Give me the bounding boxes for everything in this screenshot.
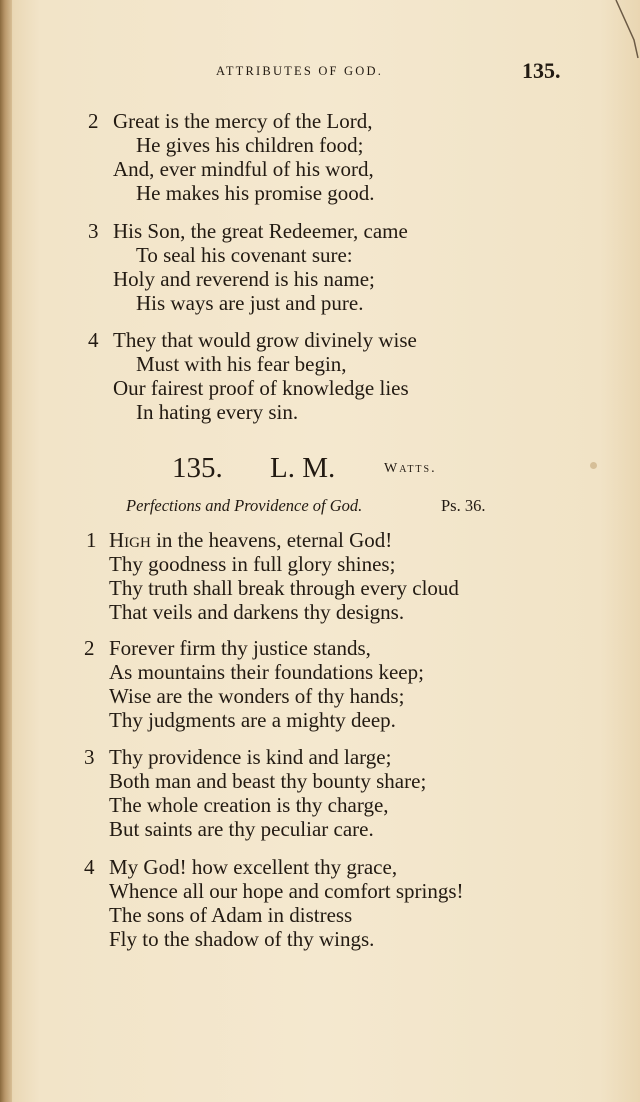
verse-line: As mountains their foundations keep; <box>109 660 424 684</box>
verse-line: Thy judgments are a mighty deep. <box>109 708 396 732</box>
stanza-number: 2 <box>84 636 95 660</box>
hymn-author: Watts. <box>384 461 437 476</box>
stanza-number: 2 <box>88 109 99 133</box>
verse-line <box>109 528 392 552</box>
book-spine-edge <box>0 0 12 1102</box>
verse-line: Both man and beast thy bounty share; <box>109 769 427 793</box>
scripture-reference: Ps. 36. <box>441 496 486 515</box>
paper-speck <box>590 462 597 469</box>
verse-line: Fly to the shadow of thy wings. <box>109 927 375 951</box>
running-title: ATTRIBUTES OF GOD. <box>216 64 384 78</box>
verse-line: Our fairest proof of knowledge lies <box>113 376 409 400</box>
stanza-number: 3 <box>88 219 99 243</box>
stanza-number: 3 <box>84 745 95 769</box>
hymn-number: 135. <box>172 452 223 484</box>
verse-line: My God! how excellent thy grace, <box>109 855 398 879</box>
verse-line-rest: in the heavens, eternal God! <box>150 528 393 552</box>
stanza-number: 4 <box>84 855 95 879</box>
hymn-meter: L. M. <box>270 452 336 484</box>
hymn-subtitle: Perfections and Providence of God. <box>126 496 363 515</box>
verse-line: Thy truth shall break through every cloud <box>109 576 459 600</box>
verse-line: Forever firm thy justice stands, <box>109 636 371 660</box>
verse-line: Whence all our hope and comfort springs! <box>109 879 464 903</box>
verse-line: The sons of Adam in distress <box>109 903 353 927</box>
verse-line: That veils and darkens thy designs. <box>109 600 405 624</box>
verse-line: And, ever mindful of his word, <box>113 157 374 181</box>
verse-line: Great is the mercy of the Lord, <box>113 109 373 133</box>
verse-line: They that would grow divinely wise <box>113 328 417 352</box>
stanza-number: 4 <box>88 328 99 352</box>
verse-line: In hating every sin. <box>136 400 299 424</box>
verse-line: Holy and reverend is his name; <box>113 267 375 291</box>
verse-line: To seal his covenant sure: <box>136 243 353 267</box>
verse-line: His ways are just and pure. <box>136 291 364 315</box>
verse-line: Thy goodness in full glory shines; <box>109 552 396 576</box>
verse-line: Thy providence is kind and large; <box>109 745 392 769</box>
verse-line: His Son, the great Redeemer, came <box>113 219 408 243</box>
verse-line: Wise are the wonders of thy hands; <box>109 684 405 708</box>
verse-line: Must with his fear begin, <box>136 352 347 376</box>
verse-line: He makes his promise good. <box>136 181 375 205</box>
page-number: 135. <box>522 58 561 83</box>
stanza-number: 1 <box>86 528 97 552</box>
first-word: High <box>109 528 151 552</box>
verse-line: He gives his children food; <box>136 133 364 157</box>
verse-line: The whole creation is thy charge, <box>109 793 389 817</box>
page-corner-mark <box>612 0 640 60</box>
verse-line: But saints are thy peculiar care. <box>109 817 374 841</box>
